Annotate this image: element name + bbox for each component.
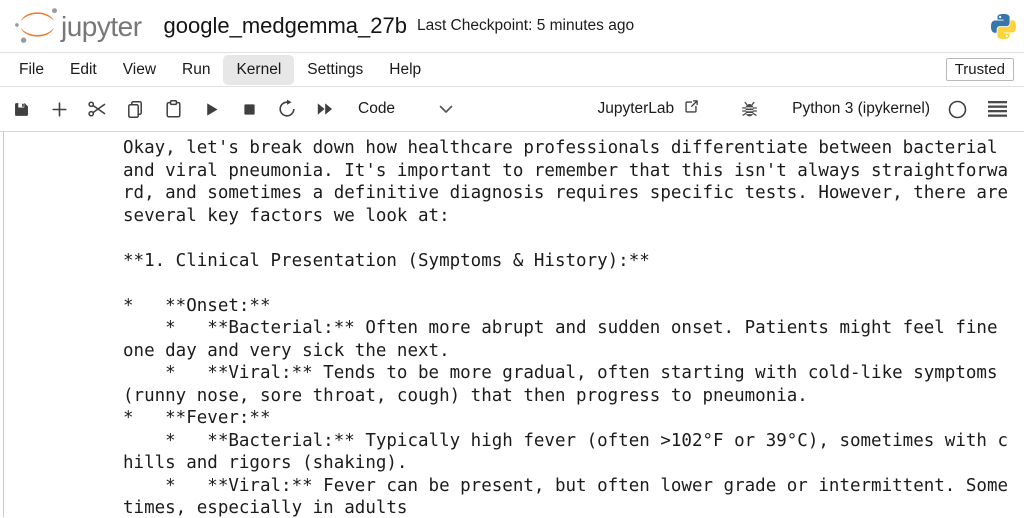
jupyterlab-label: JupyterLab [597,100,675,117]
output-line: times, especially in adults [123,498,408,518]
cell-left-border [3,132,4,517]
header [0,0,1024,53]
copy-icon [125,99,145,119]
jupyterlab-link[interactable] [597,98,700,121]
output-line [123,227,1024,250]
python-logo-icon [991,14,1016,39]
hamburger-icon [987,100,1008,118]
output-line: * **Bacterial:** Typically high fever (often >102°F or 39°C), sometimes with c [123,430,1009,451]
output-line: **1. Clinical Presentation (Symptoms & History):** [123,250,650,271]
chevron-down-icon [439,105,453,114]
restart-button[interactable] [268,93,306,125]
checkpoint-status: Last Checkpoint: 5 minutes ago [416,17,635,34]
notebook-title[interactable]: google_medgemma_27b [163,13,407,38]
output-line: Okay, let's break down how healthcare professionals differentiate between bacterial [123,138,998,158]
cell-type-dropdown[interactable] [358,100,453,118]
output-line: * **Viral:** Fever can be present, but often lower grade or intermittent. Some [123,475,1009,496]
toolbar [0,87,1024,132]
jupyter-logo-icon [12,4,58,49]
menu-bar [0,53,1024,87]
paste-button[interactable] [154,93,192,125]
stop-button[interactable] [230,93,268,125]
external-link-icon [682,98,700,121]
restart-icon [277,99,297,119]
run-button[interactable] [192,93,230,125]
run-icon [202,100,221,119]
menu-run[interactable]: Run [182,60,211,78]
bug-icon [740,100,759,119]
fast-forward-icon [315,99,335,119]
trusted-button[interactable]: Trusted [946,58,1014,81]
jupyter-wordmark: jupyter [61,11,142,42]
output-line: * **Fever:** [123,408,271,428]
cut-icon [87,99,107,119]
cut-button[interactable] [78,93,116,125]
menu-kernel[interactable]: Kernel [223,55,294,85]
menu-edit[interactable]: Edit [69,60,97,78]
save-icon [12,100,31,119]
output-line: * **Onset:** [123,295,271,316]
output-line: one day and very sick the next. [123,340,450,361]
output-line: hills and rigors (shaking). [123,453,408,473]
output-line: * **Viral:** Tends to be more gradual, often starting with cold-like symptoms [123,363,998,383]
add-cell-icon [50,100,69,119]
save-button[interactable] [2,93,40,125]
output-area [0,132,1024,518]
output-line: * **Bacterial:** Often more abrupt and sudden onset. Patients might feel fine [123,318,998,338]
menu-file[interactable]: File [19,60,44,78]
menu-settings[interactable]: Settings [307,60,364,78]
output-line [123,272,1024,295]
kernel-name[interactable]: Python 3 (ipykernel) [792,100,930,117]
menu-help[interactable]: Help [389,60,422,78]
jupyter-logo[interactable] [12,4,142,49]
add-cell-button[interactable] [40,93,78,125]
toolbar-right-group [597,93,1016,125]
fast-forward-button[interactable] [306,93,344,125]
stop-icon [240,100,259,119]
kernel-status-icon [947,99,968,120]
output-line: (runny nose, sore throat, cough) that then progress to pneumonia. [123,385,808,406]
paste-icon [163,99,183,119]
output-line: several key factors we look at: [123,205,450,226]
notebook-content [0,132,1024,517]
menu-view[interactable]: View [122,60,157,78]
output-line: rd, and sometimes a definitive diagnosis requires specific tests. However, there are [123,183,1009,203]
toolbar-menu-button[interactable] [978,93,1016,125]
copy-button[interactable] [116,93,154,125]
cell-type-value: Code [358,100,396,117]
output-line: and viral pneumonia. It's important to remember that this isn't always straightforwa [123,160,1009,181]
debugger-button[interactable] [730,93,768,125]
